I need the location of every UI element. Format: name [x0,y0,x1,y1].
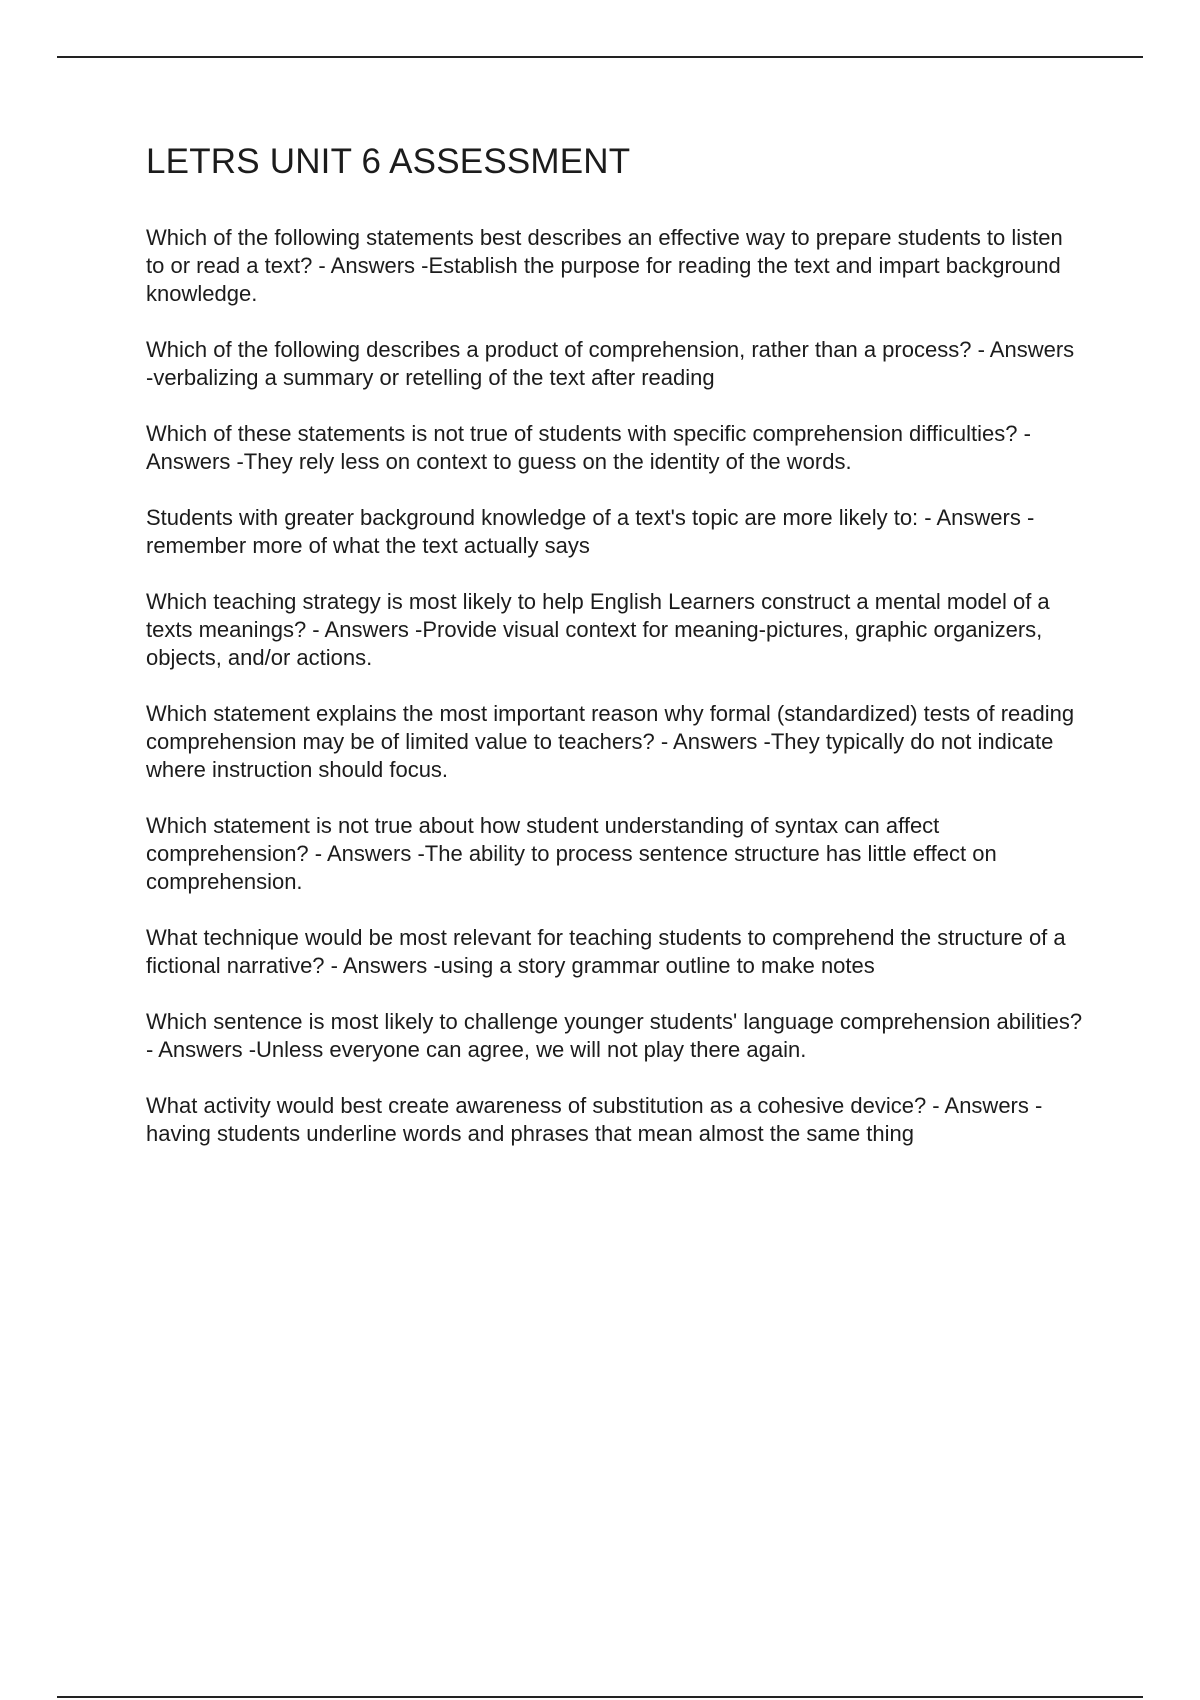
document-title: LETRS UNIT 6 ASSESSMENT [146,142,631,181]
header-divider [57,56,1143,58]
qa-item-8: What technique would be most relevant for teaching students to comprehend the structure of a fictional narrative? - Answers -using a story grammar outline to make notes [146,925,1066,978]
qa-item-10: What activity would best create awareness of substitution as a cohesive device? - Answers -having students underline words and phrases that mean almost the same thing [146,1093,1043,1146]
qa-item-7: Which statement is not true about how student understanding of syntax can affect comprehension? - Answers -The ability to process sentence structure has little effect on comprehension. [146,813,997,894]
footer-divider [57,1696,1143,1698]
qa-item-5: Which teaching strategy is most likely to help English Learners construct a mental model of a texts meanings? - Answers -Provide visual context for meaning-pictures, graphic organizers, objects, and/or actions. [146,589,1050,670]
qa-item-3: Which of these statements is not true of students with specific comprehension difficulties? - Answers -They rely less on context to guess on the identity of the words. [146,421,1031,474]
qa-item-6: Which statement explains the most important reason why formal (standardized) tests of reading comprehension may be of limited value to teachers? - Answers -They typically do not indicate where instruction should focus. [146,701,1075,782]
qa-item-9: Which sentence is most likely to challenge younger students' language comprehension abilities? - Answers -Unless everyone can agree, we will not play there again. [146,1009,1083,1062]
qa-item-2: Which of the following describes a product of comprehension, rather than a process? - Answers -verbalizing a summary or retelling of the text after reading [146,337,1075,390]
qa-item-4: Students with greater background knowledge of a text's topic are more likely to: - Answers -remember more of what the text actually says [146,505,1035,558]
document-body [146,140,1086,1176]
qa-item-1: Which of the following statements best describes an effective way to prepare students to listen to or read a text? - Answers -Establish the purpose for reading the text and impart background knowledge. [146,225,1063,306]
